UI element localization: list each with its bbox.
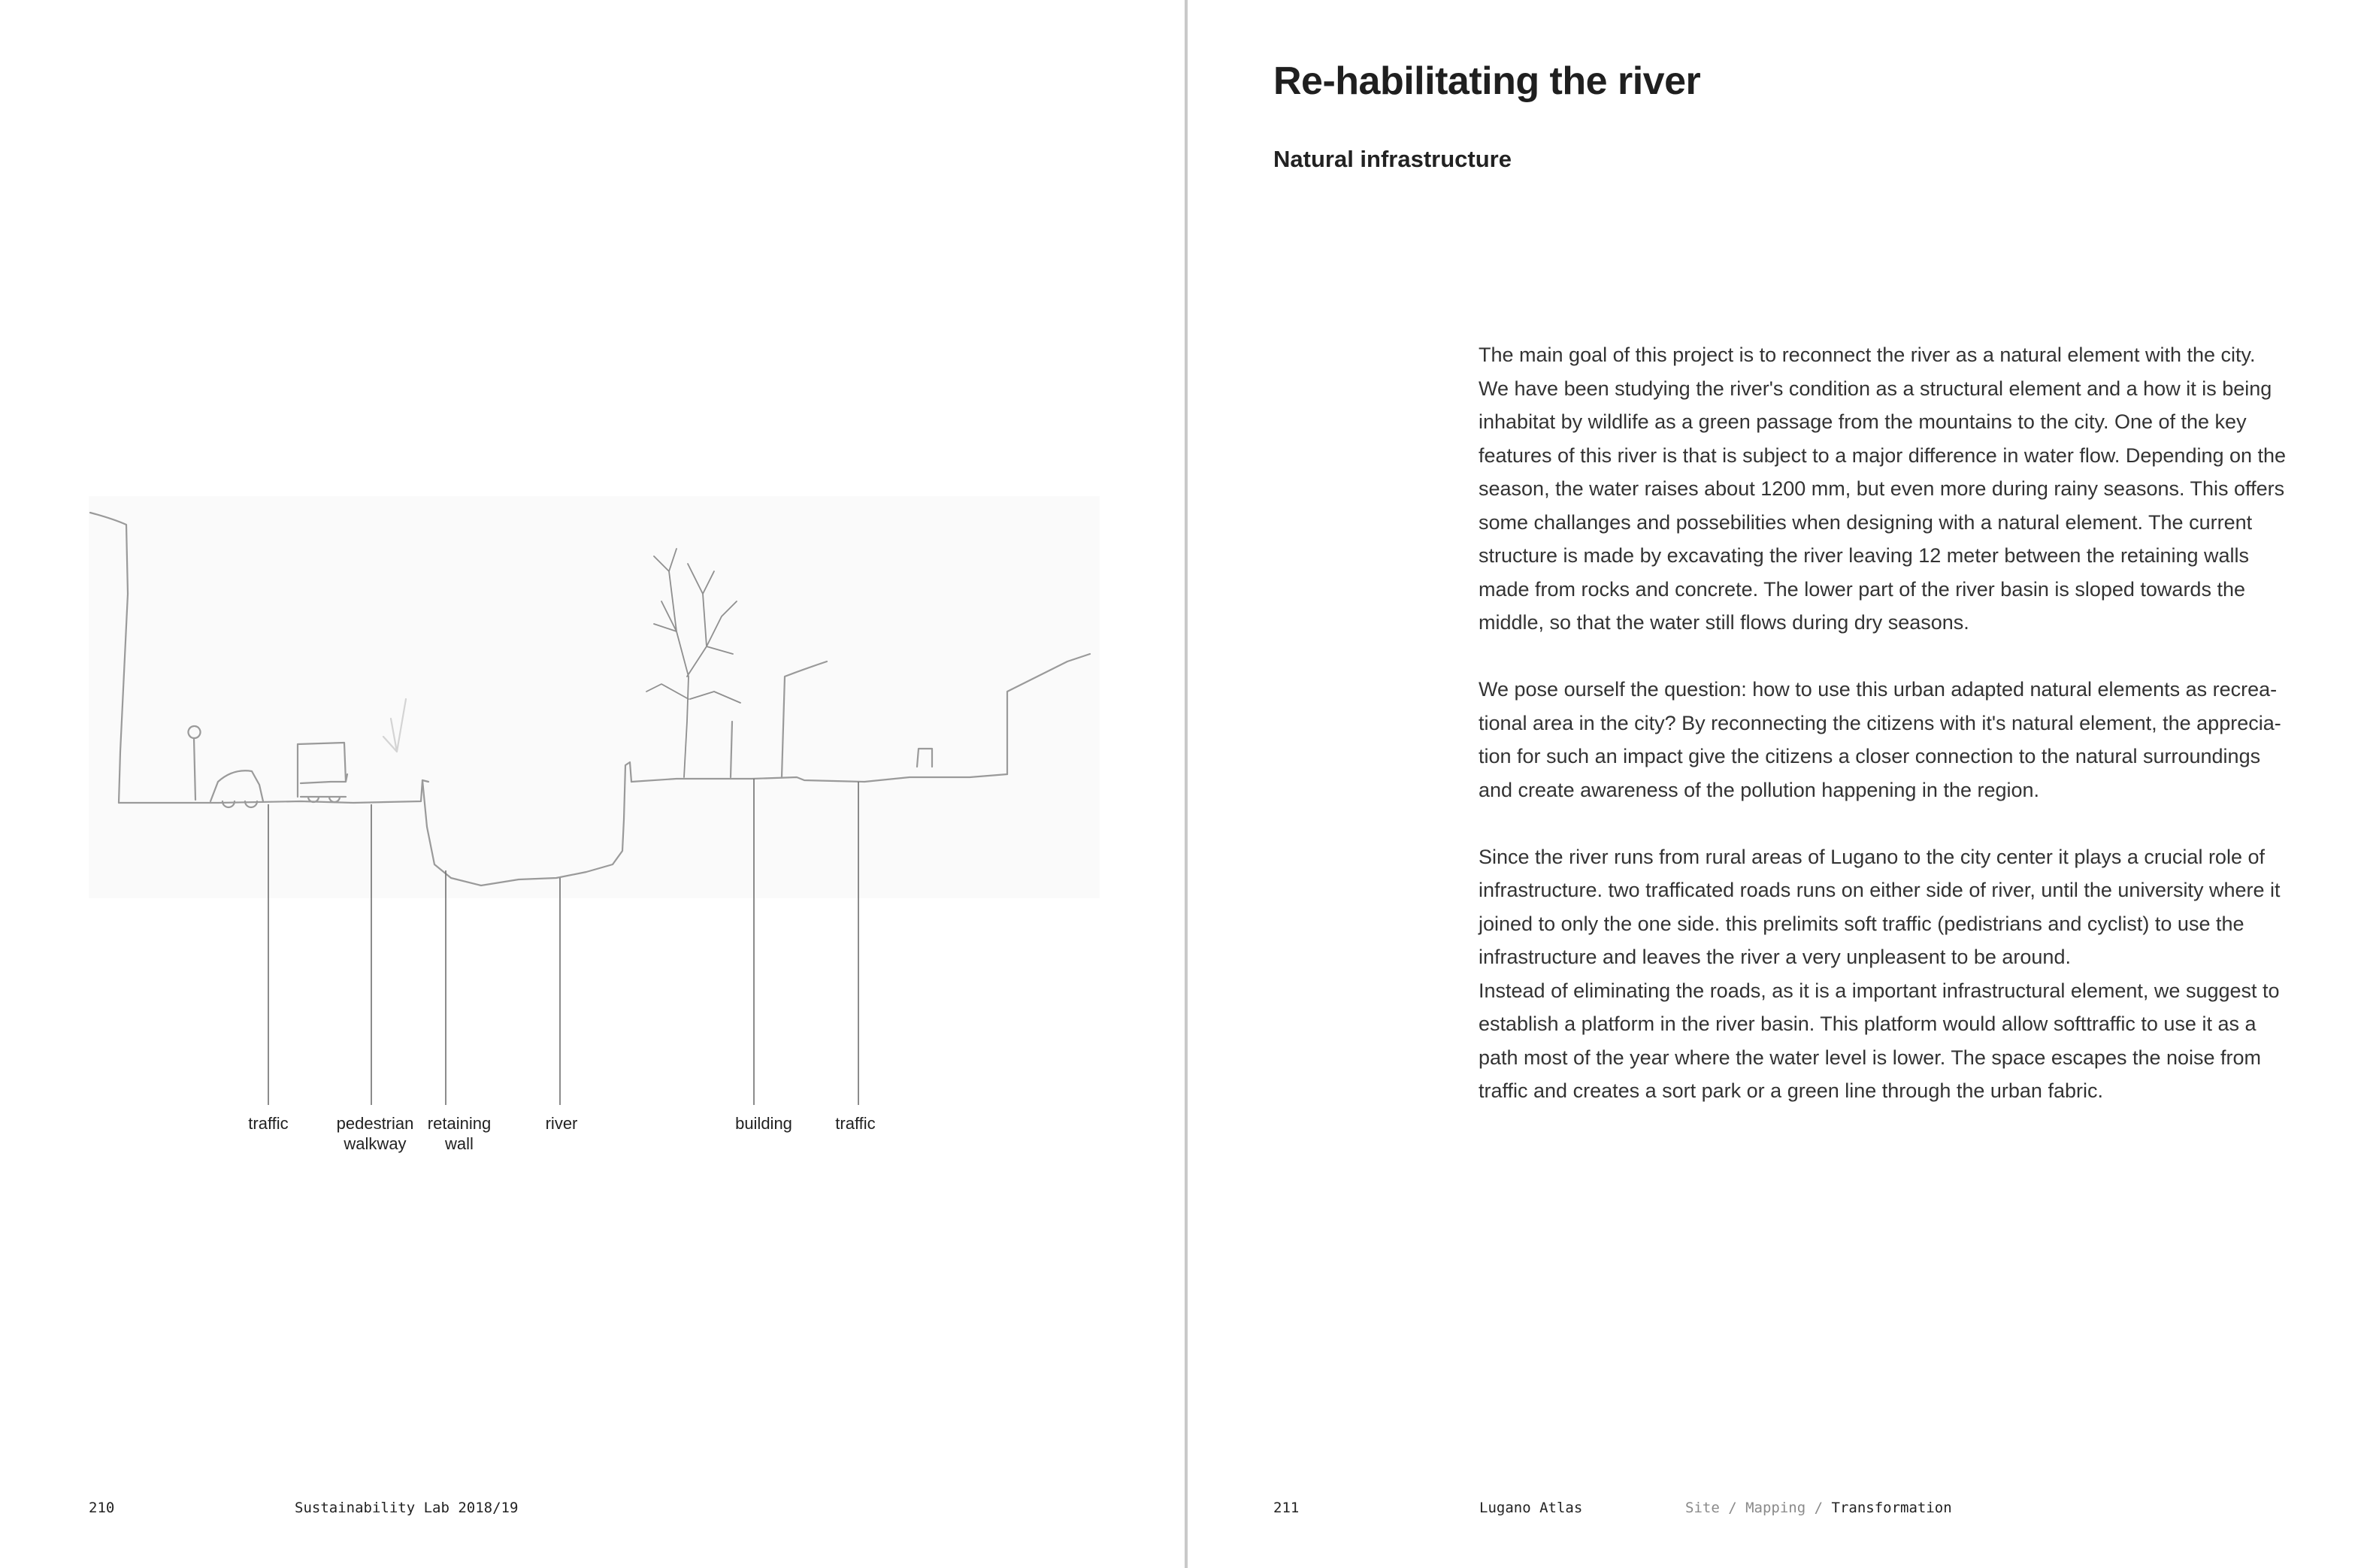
label-river: river <box>545 1114 578 1133</box>
label-pedestrian-walkway: pedestrian walkway <box>336 1114 414 1153</box>
breadcrumb-separator: / <box>1719 1500 1746 1516</box>
breadcrumb-mapping: Mapping <box>1745 1500 1806 1516</box>
page-spine-divider <box>1185 0 1188 1568</box>
breadcrumb-separator: / <box>1806 1500 1832 1516</box>
label-traffic-right: traffic <box>835 1114 876 1133</box>
paragraph-goal: The main goal of this project is to reconnect the river as a natural element with the city. We have been studying the river's condition as a structural element and a how it is being inhabitat by wildlife as a green passage from the mountains to the city. One of the key features of this river is that is subject to a major difference in water flow. Depending on the season, the water raises about 1200 mm, but even more during rainy seasons. This offers some challanges and possebilities when designing with a natural element. The current structure is made by excavating the river leaving 12 meter between the retaining walls made from rocks and concrete. The lower part of the river basin is sloped towards the middle, so that the water still flows during dry seasons. <box>1479 344 2287 634</box>
label-traffic-left: traffic <box>248 1114 289 1133</box>
page-subtitle: Natural infrastructure <box>1273 146 1512 172</box>
breadcrumb-site: Site <box>1685 1500 1720 1516</box>
right-page-number: 211 <box>1273 1500 1300 1516</box>
label-building: building <box>735 1114 792 1133</box>
page-title: Re-habilitating the river <box>1273 59 1701 103</box>
breadcrumb-transformation: Transformation <box>1831 1500 1952 1516</box>
sketch-paper <box>89 496 1100 898</box>
right-publication-title: Lugano Atlas <box>1479 1500 1583 1516</box>
paragraph-infrastructure: Since the river runs from rural areas of Lugano to the city center it plays a crucial role of infrastructure. two trafficated roads runs on either side of river, until the university where it joined to only the one side. this prelimits soft traffic (pedistrians and cyclist) to use the infrastructure and leaves the river a very unpleasent to be around. <box>1479 845 2281 968</box>
body-text <box>1479 338 2290 1108</box>
paragraph-question: We pose ourself the question: how to use this urban adapted natural elements as recrea-tional area in the city? By reconnecting the citizens with it's natural element, the apprecia-tion for such an impact give the citizens a closer connection to the natural surroundings and create awareness of the pollution happening in the region. <box>1479 678 2281 801</box>
paragraph-proposal: Instead of eliminating the roads, as it is a important infrastructural element, we suggest to establish a platform in the river basin. This platform would allow softtraffic to use it as a path most of the year where the water level is lower. The space escapes the noise from traffic and creates a sort park or a green line through the urban fabric. <box>1479 979 2280 1102</box>
left-publication-title: Sustainability Lab 2018/19 <box>295 1500 519 1516</box>
label-retaining-wall: retaining wall <box>427 1114 492 1153</box>
left-page-number: 210 <box>89 1500 115 1516</box>
section-breadcrumb <box>1685 1500 1952 1516</box>
